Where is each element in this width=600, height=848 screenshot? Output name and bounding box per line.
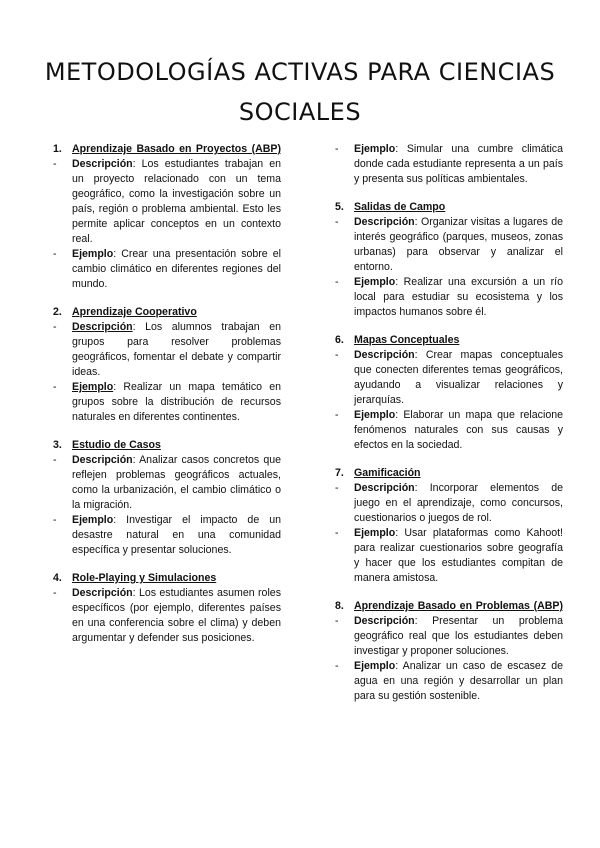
example-label: Ejemplo (354, 409, 396, 421)
description-label: Descripción (354, 482, 415, 494)
section-heading (53, 142, 281, 157)
description-text: : Crear mapas conceptuales que conecten diferentes temas geográficos, ayudando a visualizar relaciones y jerarquías. (354, 349, 563, 406)
section-7 (335, 466, 563, 586)
bullet-dash: - (335, 660, 339, 672)
example-label: Ejemplo (354, 660, 396, 672)
bullet-dash: - (53, 158, 57, 170)
example-text: : Analizar un caso de escasez de agua en una región y desarrollar un plan para su gestión sostenible. (354, 660, 563, 702)
example-label: Ejemplo (72, 248, 114, 260)
description-label: Descripción (72, 454, 133, 466)
example-text: : Investigar el impacto de un desastre natural en una comunidad específica y presentar soluciones. (72, 514, 281, 556)
bullet-dash: - (335, 527, 339, 539)
section-heading (335, 200, 563, 215)
section-heading (53, 571, 281, 586)
bullet-dash: - (335, 349, 339, 361)
left-column (53, 142, 281, 659)
example-label: Ejemplo (354, 527, 396, 539)
section-title: Mapas Conceptuales (354, 334, 460, 346)
section-4 (53, 571, 281, 646)
example-item (335, 526, 563, 586)
right-column (335, 142, 563, 717)
description-text: : Incorporar elementos de juego en el aprendizaje, como concursos, cuestionarios o juegos de rol. (354, 482, 563, 524)
section-4-continued (335, 142, 563, 187)
section-title: Role-Playing y Simulaciones (72, 572, 217, 584)
description-label: Descripción (72, 158, 133, 170)
example-item (53, 513, 281, 558)
description-item (335, 481, 563, 526)
bullet-dash: - (53, 248, 57, 260)
description-text: : Los estudiantes trabajan en un proyecto relacionado con un tema geográfico, como la investigación sobre un país, región o problema ambiental. Esto les permite aplicar conceptos en un contexto real. (72, 158, 281, 245)
description-item (53, 453, 281, 513)
bullet-dash: - (335, 276, 339, 288)
description-text: : Presentar un problema geográfico real que los estudiantes deben investigar y proponer soluciones. (354, 615, 563, 657)
section-5 (335, 200, 563, 320)
description-label: Descripción (72, 587, 133, 599)
description-item (53, 320, 281, 380)
bullet-dash: - (335, 216, 339, 228)
bullet-dash: - (53, 587, 57, 599)
description-item (53, 157, 281, 247)
section-number: 5. (335, 201, 344, 213)
section-title: Salidas de Campo (354, 201, 446, 213)
example-item (335, 408, 563, 453)
example-item (335, 142, 563, 187)
section-title: Aprendizaje Basado en Proyectos (ABP) (72, 143, 281, 155)
section-title: Aprendizaje Cooperativo (72, 306, 197, 318)
description-text: : Los estudiantes asumen roles específicos (por ejemplo, diferentes países en una conferencia sobre el clima) y deben argumentar y defender sus posiciones. (72, 587, 281, 644)
section-number: 7. (335, 467, 344, 479)
example-text: : Realizar una excursión a un río local para estudiar su ecosistema y los impactos humanos sobre él. (354, 276, 563, 318)
example-label: Ejemplo (72, 381, 114, 393)
section-3 (53, 438, 281, 558)
description-label: Descripción (354, 216, 415, 228)
section-number: 6. (335, 334, 344, 346)
section-1 (53, 142, 281, 292)
bullet-dash: - (335, 143, 339, 155)
bullet-dash: - (335, 409, 339, 421)
example-item (335, 659, 563, 704)
section-6 (335, 333, 563, 453)
section-8 (335, 599, 563, 704)
description-label: Descripción (354, 349, 415, 361)
example-item (335, 275, 563, 320)
description-label: Descripción (72, 321, 133, 333)
example-text: : Usar plataformas como Kahoot! para realizar cuestionarios sobre geografía y hacer que los estudiantes compitan de manera amistosa. (354, 527, 563, 584)
section-number: 8. (335, 600, 344, 612)
section-number: 4. (53, 572, 62, 584)
example-label: Ejemplo (72, 514, 114, 526)
example-label: Ejemplo (354, 143, 396, 155)
bullet-dash: - (53, 454, 57, 466)
example-item (53, 247, 281, 292)
example-text: : Simular una cumbre climática donde cada estudiante representa a un país y presenta sus políticas ambientales. (354, 143, 563, 185)
example-label: Ejemplo (354, 276, 396, 288)
section-title: Estudio de Casos (72, 439, 161, 451)
description-label: Descripción (354, 615, 415, 627)
bullet-dash: - (53, 321, 57, 333)
section-2 (53, 305, 281, 425)
section-number: 2. (53, 306, 62, 318)
page-title: METODOLOGÍAS ACTIVAS PARA CIENCIAS SOCIALES (44, 58, 556, 127)
example-item (53, 380, 281, 425)
description-item (53, 586, 281, 646)
section-heading (53, 305, 281, 320)
section-number: 1. (53, 143, 62, 155)
example-text: : Elaborar un mapa que relacione fenómenos naturales con sus causas y efectos en la sociedad. (354, 409, 563, 451)
section-number: 3. (53, 439, 62, 451)
example-text: : Crear una presentación sobre el cambio climático en diferentes regiones del mundo. (72, 248, 281, 290)
description-item (335, 348, 563, 408)
description-text: : Analizar casos concretos que reflejen problemas geográficos actuales, como la urbanización, el cambio climático o la migración. (72, 454, 281, 511)
section-heading (335, 333, 563, 348)
bullet-dash: - (53, 514, 57, 526)
example-text: : Realizar un mapa temático en grupos sobre la distribución de recursos naturales en diferentes continentes. (72, 381, 281, 423)
section-heading (335, 599, 563, 614)
bullet-dash: - (335, 482, 339, 494)
description-item (335, 215, 563, 275)
bullet-dash: - (335, 615, 339, 627)
description-text: : Los alumnos trabajan en grupos para resolver problemas geográficos, fomentar el debate y compartir ideas. (72, 321, 281, 378)
bullet-dash: - (53, 381, 57, 393)
description-text: : Organizar visitas a lugares de interés geográfico (parques, museos, zonas urbanas) para observar y analizar el entorno. (354, 216, 563, 273)
section-title: Aprendizaje Basado en Problemas (ABP) (354, 600, 563, 612)
section-heading (53, 438, 281, 453)
section-heading (335, 466, 563, 481)
section-title: Gamificación (354, 467, 421, 479)
description-item (335, 614, 563, 659)
